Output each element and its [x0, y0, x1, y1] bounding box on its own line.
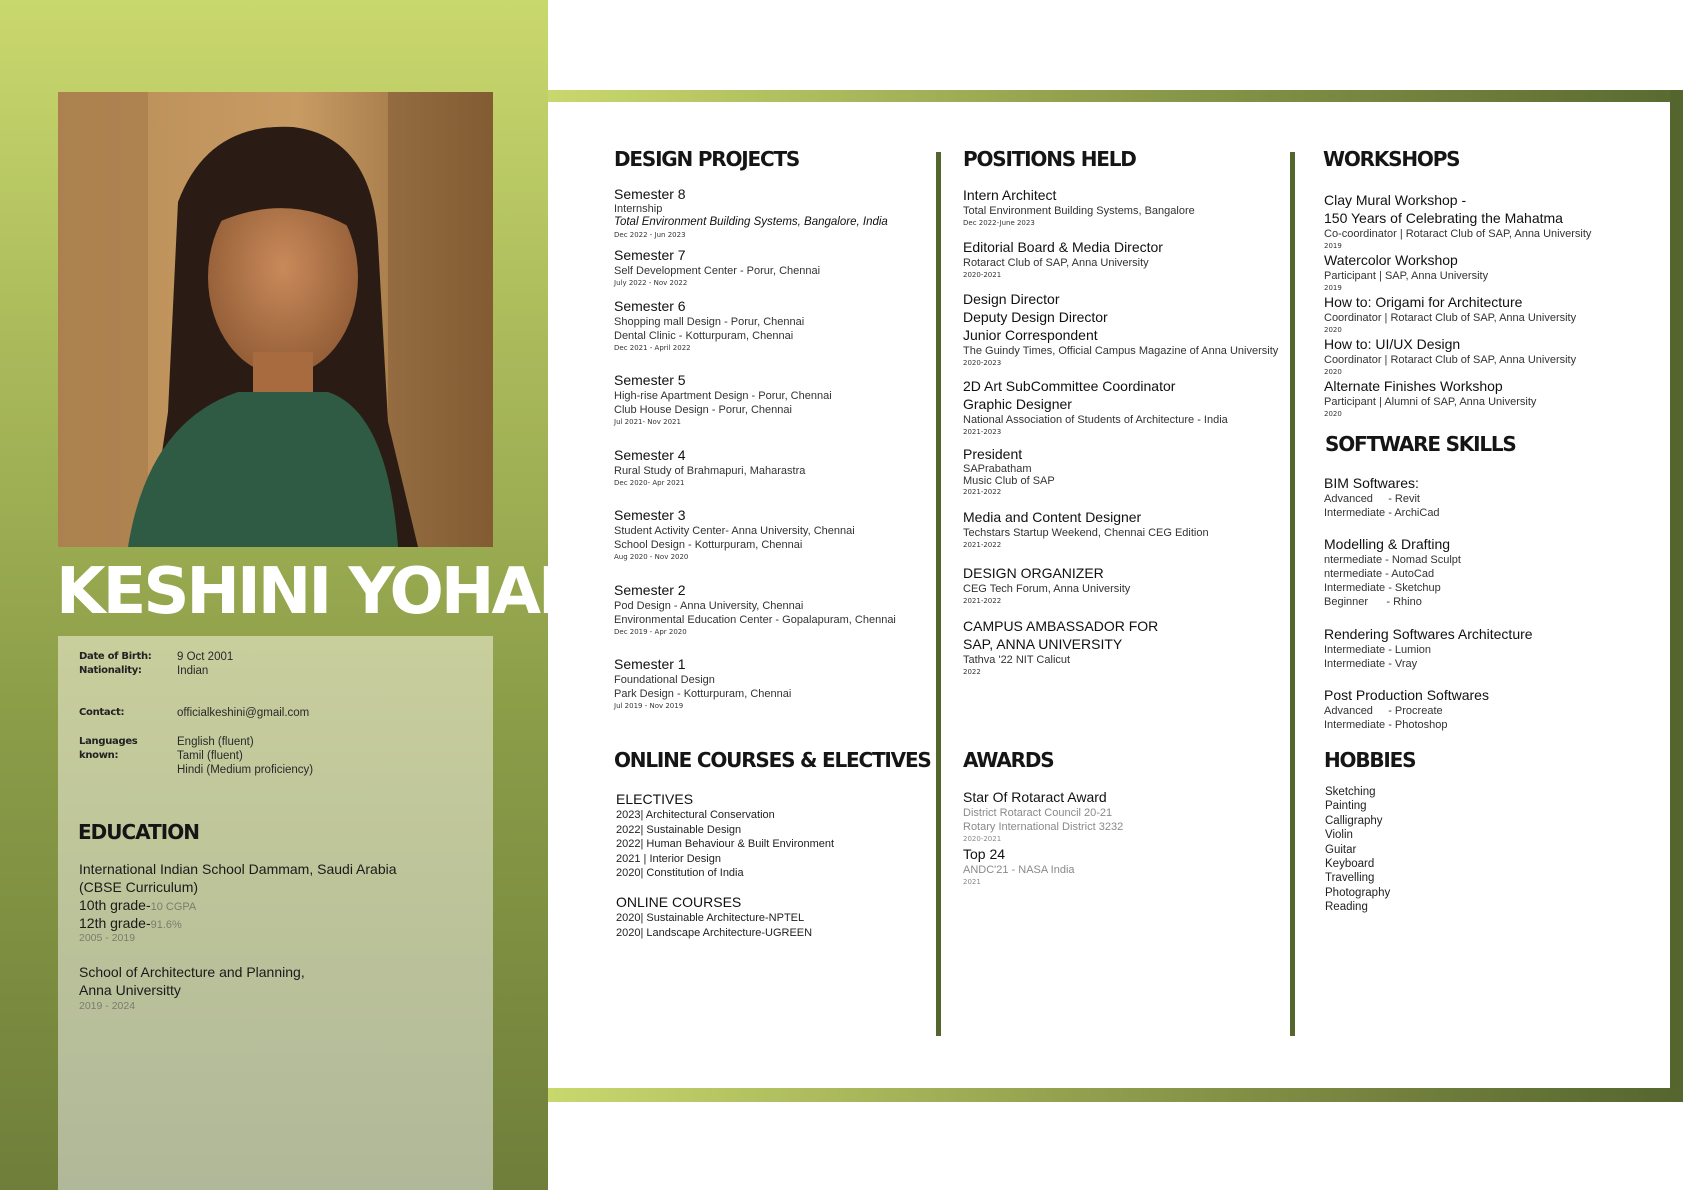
position-title: Deputy Design Director	[963, 309, 1108, 325]
position-org: National Association of Students of Architecture - India	[963, 414, 1228, 426]
workshop-date: 2020	[1324, 326, 1342, 334]
grade12-score: 91.6%	[150, 919, 182, 931]
position-title: CAMPUS AMBASSADOR FOR	[963, 618, 1159, 634]
position-entry	[963, 508, 1209, 550]
workshop-date: 2019	[1324, 284, 1342, 292]
award-line: District Rotaract Council 20-21	[963, 807, 1113, 819]
workshop-entry	[1324, 377, 1536, 419]
software-skills-heading: SOFTWARE SKILLS	[1325, 432, 1516, 456]
project-title: Semester 7	[614, 247, 686, 263]
position-entry	[963, 564, 1130, 606]
skill-group	[1324, 625, 1533, 671]
skill-line: Advanced - Procreate	[1324, 705, 1443, 717]
position-entry	[963, 617, 1158, 677]
award-line: ANDC'21 - NASA India	[963, 864, 1075, 876]
school2-dates: 2019 - 2024	[79, 1000, 136, 1012]
project-entry	[614, 655, 791, 711]
positions-heading: POSITIONS HELD	[963, 147, 1136, 171]
skill-group	[1324, 474, 1440, 520]
online-courses-subheading: ONLINE COURSES	[616, 894, 742, 910]
contact-label: Contact:	[79, 707, 125, 718]
workshop-entry	[1324, 191, 1591, 251]
project-entry	[614, 371, 832, 427]
dob-value: 9 Oct 2001	[177, 651, 234, 663]
position-title: SAP, ANNA UNIVERSITY	[963, 636, 1123, 652]
school1-dates: 2005 - 2019	[79, 932, 136, 944]
column-divider	[1290, 152, 1295, 1036]
project-entry	[614, 297, 804, 353]
skill-group-title: Modelling & Drafting	[1324, 536, 1451, 552]
project-line: Student Activity Center- Anna University, Chennai	[614, 525, 855, 537]
online-courses-heading: ONLINE COURSES & ELECTIVES	[614, 748, 931, 772]
hobby-item: Sketching	[1325, 786, 1376, 798]
workshop-date: 2019	[1324, 242, 1342, 250]
skill-line: Advanced - Revit	[1324, 493, 1420, 505]
project-title: Semester 6	[614, 298, 686, 314]
position-title: Editorial Board & Media Director	[963, 239, 1163, 255]
skill-line: ntermediate - AutoCad	[1324, 568, 1435, 580]
position-date: 2021-2022	[963, 541, 1002, 549]
workshop-title: Watercolor Workshop	[1324, 252, 1458, 268]
person-name: KESHINI YOHAN	[56, 555, 589, 629]
position-title: Design Director	[963, 291, 1060, 307]
project-entry	[614, 185, 888, 240]
course-item: 2020| Sustainable Architecture-NPTEL	[616, 912, 805, 924]
workshop-entry	[1324, 251, 1488, 293]
project-line: High-rise Apartment Design - Porur, Chennai	[614, 390, 832, 402]
awards-heading: AWARDS	[963, 748, 1054, 772]
skill-group	[1324, 686, 1489, 732]
skill-line: Intermediate - Photoshop	[1324, 719, 1448, 731]
workshop-role: Participant | SAP, Anna University	[1324, 270, 1489, 282]
position-date: 2020-2021	[963, 271, 1002, 279]
position-org: Total Environment Building Systems, Bangalore	[963, 205, 1195, 217]
position-entry	[963, 445, 1055, 497]
skill-group-title: BIM Softwares:	[1324, 475, 1419, 491]
position-org: Rotaract Club of SAP, Anna University	[963, 257, 1149, 269]
grade10-label: 10th grade-	[79, 897, 151, 913]
position-entry	[963, 290, 1278, 368]
project-entry	[614, 506, 855, 562]
project-entry	[614, 246, 820, 288]
position-org: CEG Tech Forum, Anna University	[963, 583, 1131, 595]
project-date: July 2022 - Nov 2022	[614, 279, 688, 287]
hobby-item: Photography	[1325, 886, 1391, 899]
award-line: Rotary International District 3232	[963, 821, 1124, 833]
position-org: Music Club of SAP	[963, 475, 1055, 487]
project-title: Semester 8	[614, 186, 686, 202]
project-title: Semester 5	[614, 372, 686, 388]
electives-heading: ELECTIVES	[616, 791, 694, 807]
contact-email[interactable]: officialkeshini@gmail.com	[177, 707, 310, 719]
hobby-item: Keyboard	[1325, 858, 1375, 871]
design-projects-heading: DESIGN PROJECTS	[614, 147, 800, 171]
skill-line: ntermediate - Nomad Sculpt	[1324, 554, 1461, 566]
project-line: Internship	[614, 203, 663, 215]
skill-line: Intermediate - Sketchup	[1324, 582, 1441, 594]
workshop-title: Clay Mural Workshop -	[1324, 192, 1467, 208]
project-entry	[614, 446, 805, 488]
hobby-item: Reading	[1325, 901, 1368, 914]
elective-item: 2022| Human Behaviour & Built Environment	[616, 838, 835, 850]
skill-line: Beginner - Rhino	[1324, 596, 1422, 608]
skill-group	[1324, 535, 1461, 609]
project-date: Dec 2020- Apr 2021	[614, 479, 685, 487]
position-title: DESIGN ORGANIZER	[963, 565, 1104, 581]
workshops-heading: WORKSHOPS	[1323, 147, 1460, 171]
position-date: 2021-2022	[963, 488, 1002, 496]
project-line: Dental Clinic - Kotturpuram, Chennai	[614, 330, 794, 342]
hobby-item: Violin	[1325, 829, 1353, 842]
project-title: Semester 1	[614, 656, 686, 672]
project-line: Total Environment Building Systems, Bangalore, India	[614, 216, 888, 228]
language-item: Tamil (fluent)	[177, 750, 243, 762]
project-date: Jul 2019 - Nov 2019	[614, 702, 684, 710]
workshop-date: 2020	[1324, 410, 1342, 418]
workshop-entry	[1324, 335, 1576, 377]
language-item: English (fluent)	[177, 736, 254, 748]
project-line: Environmental Education Center - Gopalapuram, Chennai	[614, 614, 896, 626]
position-entry	[963, 186, 1195, 228]
workshop-title: How to: Origami for Architecture	[1324, 294, 1523, 310]
position-entry	[963, 238, 1163, 280]
position-org: Tathva '22 NIT Calicut	[963, 654, 1071, 666]
project-line: Foundational Design	[614, 674, 715, 686]
project-date: Jul 2021- Nov 2021	[614, 418, 681, 426]
project-line: Rural Study of Brahmapuri, Maharastra	[614, 465, 806, 477]
project-date: Dec 2022 - Jun 2023	[614, 231, 686, 239]
award-title: Star Of Rotaract Award	[963, 789, 1107, 805]
nationality-value: Indian	[177, 665, 209, 677]
workshop-title: How to: UI/UX Design	[1324, 336, 1461, 352]
workshop-entry	[1324, 293, 1576, 335]
project-date: Dec 2021 - April 2022	[614, 344, 691, 352]
position-org: Techstars Startup Weekend, Chennai CEG Edition	[963, 527, 1209, 539]
position-title: Graphic Designer	[963, 396, 1072, 412]
portrait-illustration	[58, 92, 493, 547]
hobby-item: Painting	[1325, 800, 1367, 813]
languages-label: Languages known:	[79, 736, 138, 761]
project-line: School Design - Kotturpuram, Chennai	[614, 539, 803, 551]
workshop-role: Co-coordinator | Rotaract Club of SAP, Anna University	[1324, 228, 1592, 240]
elective-item: 2022| Sustainable Design	[616, 823, 742, 836]
hobby-item: Calligraphy	[1325, 814, 1383, 827]
electives-block	[616, 790, 834, 881]
frame-bottom-bar	[548, 1088, 1683, 1102]
course-item: 2020| Landscape Architecture-UGREEN	[616, 926, 813, 939]
position-date: 2021-2023	[963, 428, 1002, 436]
hobby-item: Guitar	[1325, 843, 1357, 856]
workshop-date: 2020	[1324, 368, 1342, 376]
project-entry	[614, 581, 896, 637]
project-line: Park Design - Kotturpuram, Chennai	[614, 688, 792, 700]
award-entry	[963, 845, 1075, 887]
project-line: Shopping mall Design - Porur, Chennai	[614, 316, 805, 328]
position-entry	[963, 377, 1228, 437]
position-org: The Guindy Times, Official Campus Magazine of Anna University	[963, 345, 1279, 357]
school2-name-line2: Anna Universitty	[79, 982, 181, 998]
project-date: Aug 2020 - Nov 2020	[614, 553, 689, 561]
project-date: Dec 2019 - Apr 2020	[614, 628, 687, 636]
grade10-row	[79, 896, 196, 916]
position-title: Junior Correspondent	[963, 327, 1098, 343]
language-item: Hindi (Medium proficiency)	[177, 764, 314, 776]
position-date: 2020-2023	[963, 359, 1002, 367]
skill-group-title: Rendering Softwares Architecture	[1324, 626, 1533, 642]
elective-item: 2020| Constitution of India	[616, 867, 744, 879]
workshop-role: Coordinator | Rotaract Club of SAP, Anna University	[1324, 354, 1577, 366]
award-date: 2020-2021	[963, 835, 1002, 843]
column-divider	[936, 152, 941, 1036]
project-line: Pod Design - Anna University, Chennai	[614, 600, 804, 612]
project-line: Club House Design - Porur, Chennai	[614, 404, 792, 416]
info-box	[58, 636, 493, 1190]
project-title: Semester 2	[614, 582, 686, 598]
position-title: President	[963, 446, 1023, 462]
frame-right-bar	[1670, 90, 1683, 1102]
award-date: 2021	[963, 878, 981, 886]
workshop-title: Alternate Finishes Workshop	[1324, 378, 1503, 394]
position-title: Media and Content Designer	[963, 509, 1142, 525]
school2-name-line1: School of Architecture and Planning,	[79, 964, 305, 980]
grade10-score: 10 CGPA	[150, 901, 197, 913]
left-panel	[0, 0, 589, 1190]
skill-line: Intermediate - Lumion	[1324, 644, 1431, 656]
position-date: 2021-2022	[963, 597, 1002, 605]
workshop-role: Coordinator | Rotaract Club of SAP, Anna University	[1324, 312, 1577, 324]
frame-top-bar	[548, 90, 1683, 102]
hobbies-heading: HOBBIES	[1324, 748, 1416, 772]
school1-name: International Indian School Dammam, Saudi Arabia	[79, 861, 397, 877]
elective-item: 2023| Architectural Conservation	[616, 809, 775, 821]
skill-line: Intermediate - Vray	[1324, 658, 1418, 670]
position-date: 2022	[963, 668, 981, 676]
skill-group-title: Post Production Softwares	[1324, 687, 1489, 703]
education-heading: EDUCATION	[78, 820, 199, 844]
hobbies-list	[1325, 785, 1390, 915]
award-entry	[963, 788, 1123, 844]
position-date: Dec 2022-June 2023	[963, 219, 1035, 227]
profile-photo	[58, 92, 493, 547]
workshop-title: 150 Years of Celebrating the Mahatma	[1324, 210, 1563, 226]
workshop-role: Participant | Alumni of SAP, Anna University	[1324, 396, 1537, 408]
elective-item: 2021 | Interior Design	[616, 852, 721, 865]
hobby-item: Travelling	[1325, 872, 1375, 885]
online-courses-block	[616, 893, 812, 940]
grade12-label: 12th grade-	[79, 915, 151, 931]
position-title: Intern Architect	[963, 187, 1057, 203]
grade12-row	[79, 914, 182, 934]
skill-line: Intermediate - ArchiCad	[1324, 507, 1440, 519]
position-title: 2D Art SubCommittee Coordinator	[963, 378, 1176, 394]
award-title: Top 24	[963, 846, 1006, 862]
project-line: Self Development Center - Porur, Chennai	[614, 265, 821, 277]
nationality-label: Nationality:	[79, 665, 142, 676]
project-title: Semester 4	[614, 447, 686, 463]
dob-label: Date of Birth:	[79, 651, 152, 662]
project-title: Semester 3	[614, 507, 686, 523]
school1-curriculum: (CBSE Curriculum)	[79, 879, 199, 895]
position-org: SAPrabatham	[963, 463, 1032, 475]
